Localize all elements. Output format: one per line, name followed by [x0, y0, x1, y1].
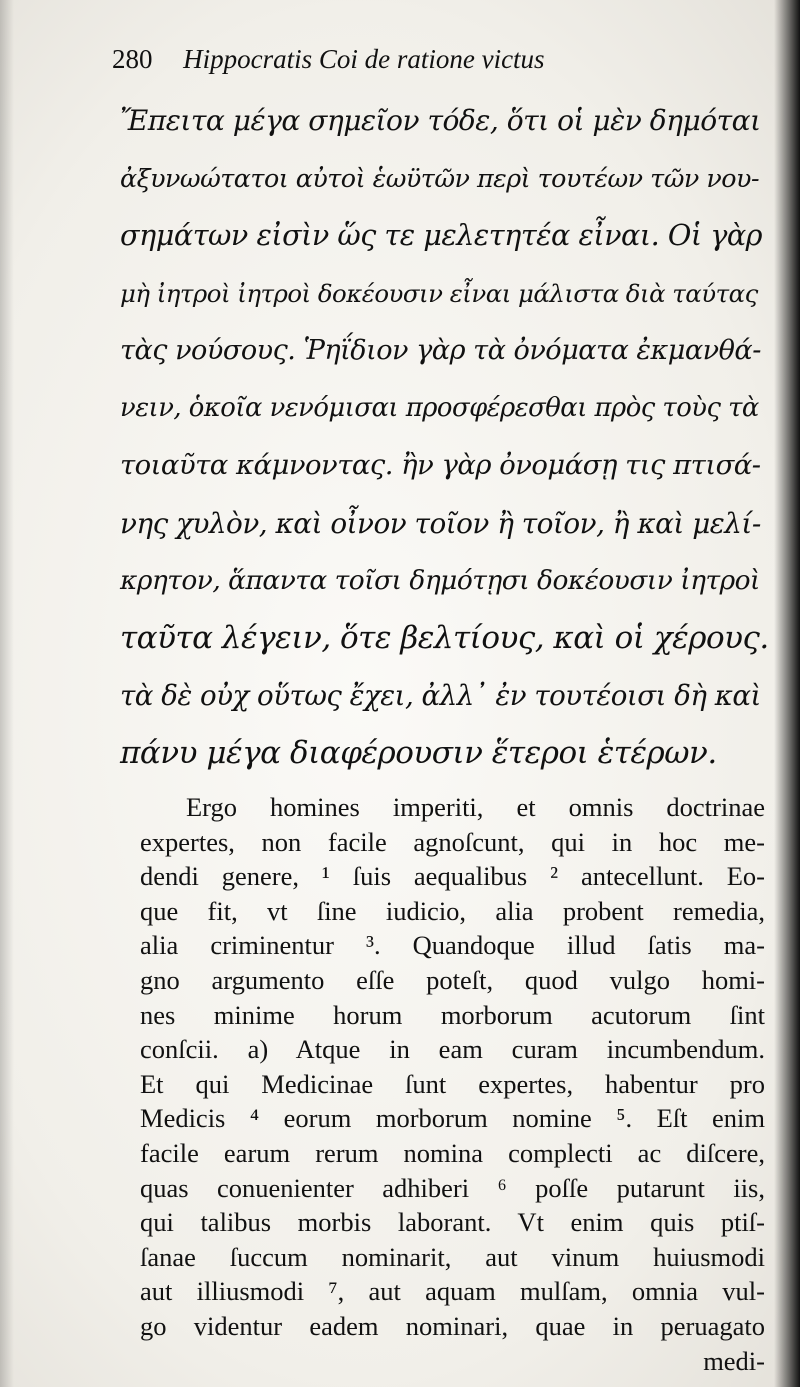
page-edge-shadow [774, 0, 800, 1387]
latin-line: qui talibus morbis laborant. Vt enim quis ptiſ- [140, 1207, 765, 1238]
latin-translation-block [140, 790, 765, 1378]
greek-line: νειν, ὁκοῖα νενόμισαι προσφέρεσθαι πρὸς τοὺς τὰ [120, 392, 759, 423]
latin-line: facile earum rerum nomina complecti ac diſcere, [140, 1137, 765, 1168]
latin-line: nes minime horum morborum acutorum ſint [140, 999, 765, 1030]
latin-line: conſcii. a) Atque in eam curam incumbendum. [140, 1034, 765, 1065]
latin-line: aut illiusmodi ⁷, aut aquam mulſam, omnia vul- [140, 1276, 765, 1307]
greek-line: τὰ δὲ οὐχ οὕτως ἔχει, ἀλλ᾽ ἐν τουτέοισι δὴ καὶ [120, 679, 761, 712]
greek-line: ἀξυνωώτατοι αὐτοὶ ἑωϋτῶν περὶ τουτέων τῶν νου- [120, 162, 760, 193]
greek-line: τὰς νούσους. Ῥηΐδιον γὰρ τὰ ὀνόματα ἐκμανθά- [120, 335, 761, 366]
greek-line: σημάτων εἰσὶν ὥς τε μελετητέα εἶναι. Οἱ γὰρ [120, 218, 763, 252]
latin-line: ſanae ſuccum nominarit, aut vinum huiusmodi [140, 1241, 765, 1272]
greek-line: νης χυλὸν, καὶ οἶνον τοῖον ἢ τοῖον, ἢ καὶ μελί- [120, 506, 761, 540]
latin-line: expertes, non facile agnoſcunt, qui in hoc me- [140, 826, 765, 857]
latin-line: quas conuenienter adhiberi ⁶ poſſe putarunt iis, [140, 1172, 765, 1203]
latin-line: que fit, vt ſine iudicio, alia probent remedia, [140, 895, 765, 926]
greek-line: τοιαῦτα κάμνοντας. ἢν γὰρ ὀνομάσῃ τις πτισά- [120, 450, 761, 481]
running-header [112, 44, 545, 75]
latin-line: Ergo homines imperiti, et omnis doctrinae [186, 792, 765, 822]
latin-line: gno argumento eſſe poteſt, quod vulgo homi- [140, 964, 765, 995]
latin-line: Et qui Medicinae ſunt expertes, habentur pro [140, 1068, 765, 1099]
latin-line: dendi genere, ¹ ſuis aequalibus ² antecellunt. Eo- [140, 861, 765, 892]
greek-line: πάνυ μέγα διαφέρουσιν ἕτεροι ἑτέρων. [120, 734, 717, 771]
greek-line: ταῦτα λέγειν, ὅτε βελτίους, καὶ οἱ χέρους. [120, 619, 769, 656]
greek-line: κρητον, ἅπαντα τοῖσι δημότῃσι δοκέουσιν ἰητροὶ [120, 565, 760, 596]
latin-line: go videntur eadem nominari, quae in peruagato [140, 1310, 765, 1341]
running-title: Hippocratis Coi de ratione victus [183, 44, 545, 74]
latin-line: alia criminentur ³. Quandoque illud ſatis ma- [140, 930, 765, 961]
page-number: 280 [112, 44, 153, 74]
greek-line: μὴ ἰητροὶ ἰητροὶ δοκέουσιν εἶναι μάλιστα διὰ ταύτας [120, 278, 758, 308]
page-gutter-shadow [0, 0, 14, 1387]
greek-line: Ἔπειτα μέγα σημεῖον τόδε, ὅτι οἱ μὲν δημόται [120, 104, 761, 137]
catchword: medi- [703, 1345, 765, 1376]
latin-line: Medicis ⁴ eorum morborum nomine ⁵. Eſt enim [140, 1103, 765, 1134]
greek-text-block [120, 92, 770, 782]
